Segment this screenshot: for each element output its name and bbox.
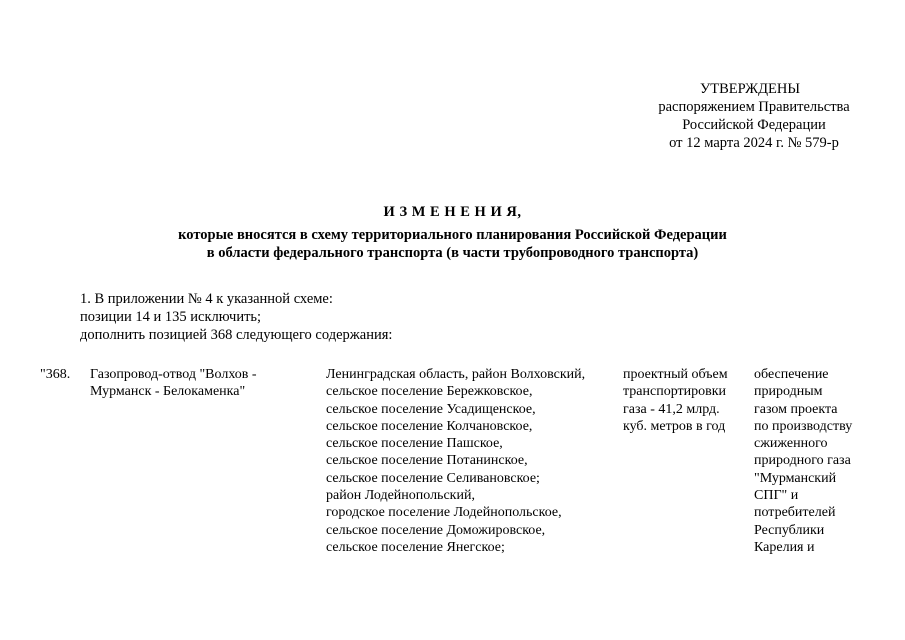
location-line: сельское поселение Селивановское;: [326, 470, 540, 486]
paragraph: дополнить позицией 368 следующего содержания:: [80, 327, 393, 343]
location-line: сельское поселение Усадищенское,: [326, 401, 536, 417]
approval-line: от 12 марта 2024 г. № 579-р: [669, 135, 839, 151]
location-line: сельское поселение Колчановское,: [326, 418, 533, 434]
approval-title: УТВЕРЖДЕНЫ: [699, 81, 801, 97]
purpose-line: Карелия и: [754, 539, 815, 555]
location-line: сельское поселение Доможировское,: [326, 522, 546, 538]
location-line: городское поселение Лодейнопольское,: [326, 505, 562, 521]
location-line: сельское поселение Пашское,: [326, 436, 503, 452]
purpose-line: природного газа: [754, 453, 851, 469]
purpose-line: сжиженного: [754, 436, 828, 452]
purpose-line: по производству: [754, 418, 853, 434]
capacity-line: газа - 41,2 млрд.: [623, 401, 720, 417]
subtitle-line: которые вносятся в схему территориального планирования Российской Федерации: [178, 227, 727, 243]
object-name: [90, 366, 257, 401]
paragraph: 1. В приложении № 4 к указанной схеме:: [80, 291, 333, 307]
capacity-column: [623, 366, 728, 435]
purpose-line: газом проекта: [754, 401, 838, 417]
document-title: И З М Е Н Е Н И Я,: [383, 204, 522, 220]
purpose-line: Республики: [754, 522, 825, 538]
purpose-line: природным: [754, 384, 823, 400]
capacity-line: проектный объем: [623, 367, 728, 382]
object-name-line: Мурманск - Белокаменка": [90, 384, 246, 400]
purpose-line: "Мурманский: [754, 470, 837, 486]
purpose-line: потребителей: [754, 505, 836, 521]
approval-line: Российской Федерации: [682, 117, 826, 133]
location-line: Ленинградская область, район Волховский,: [326, 367, 586, 382]
document-subtitle: [0, 226, 905, 262]
purpose-line: обеспечение: [754, 367, 829, 382]
capacity-line: куб. метров в год: [623, 418, 726, 434]
purpose-line: СПГ" и: [754, 488, 799, 504]
approval-block: [600, 80, 900, 152]
capacity-line: транспортировки: [623, 384, 727, 400]
location-line: сельское поселение Янегское;: [326, 539, 505, 555]
purpose-column: [754, 366, 852, 556]
subtitle-line: в области федерального транспорта (в части трубопроводного транспорта): [206, 245, 699, 261]
object-name-line: Газопровод-отвод "Волхов -: [90, 367, 257, 382]
approval-line: распоряжением Правительства: [658, 99, 850, 115]
row-number-text: "368.: [40, 367, 71, 382]
location-line: сельское поселение Потанинское,: [326, 453, 528, 469]
location-line: сельское поселение Бережковское,: [326, 384, 533, 400]
location-line: район Лодейнопольский,: [326, 488, 475, 504]
location-column: [326, 366, 585, 556]
paragraph: позиции 14 и 135 исключить;: [80, 309, 262, 325]
row-number: [40, 366, 70, 383]
